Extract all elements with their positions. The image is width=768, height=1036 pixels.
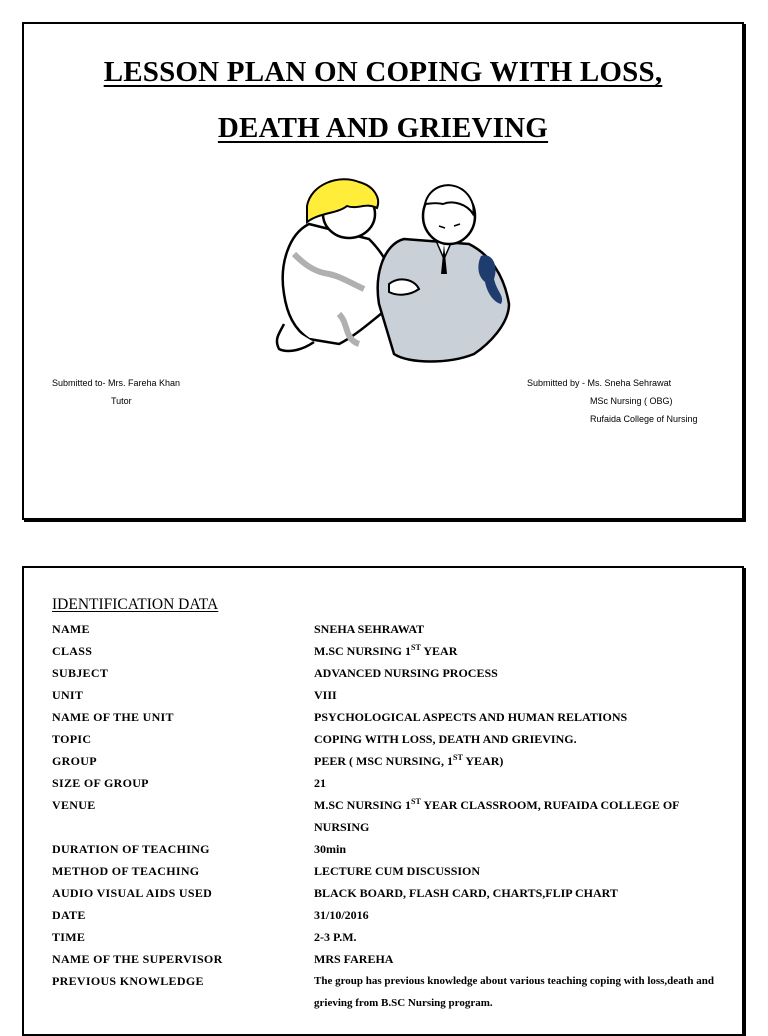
row-value-text-after: YEAR CLASSROOM, RUFAIDA COLLEGE OF NURSING [314, 798, 680, 834]
row-value [314, 794, 714, 838]
row-label: TIME [52, 930, 86, 944]
identification-heading: IDENTIFICATION DATA [52, 596, 219, 613]
row-label: TOPIC [52, 732, 92, 746]
row-value-text: ADVANCED NURSING PROCESS [314, 666, 498, 680]
row-label: CLASS [52, 644, 93, 658]
submitted-to-role: Tutor [111, 396, 132, 406]
row-value [314, 772, 714, 794]
row-value-text: 30min [314, 842, 347, 856]
row-value [314, 948, 714, 970]
submitted-by-college: Rufaida College of Nursing [590, 414, 698, 424]
row-label: METHOD OF TEACHING [52, 864, 200, 878]
row-value-text: LECTURE CUM DISCUSSION [314, 864, 481, 878]
row-value [314, 706, 714, 728]
row-value-text: M.SC NURSING 1 [314, 798, 412, 812]
row-value [314, 728, 714, 750]
submitted-to: Submitted to- Mrs. Fareha Khan [52, 378, 181, 388]
row-label: UNIT [52, 688, 84, 702]
row-value-text: PSYCHOLOGICAL ASPECTS AND HUMAN RELATIONS [314, 710, 628, 724]
cover-page [22, 22, 744, 520]
comforting-people-illustration [249, 164, 549, 374]
row-label: VENUE [52, 798, 96, 812]
row-value-text: VIII [314, 688, 337, 702]
row-value [314, 904, 714, 926]
row-value [314, 926, 714, 948]
row-label: DURATION OF TEACHING [52, 842, 210, 856]
row-value-text: 31/10/2016 [314, 908, 369, 922]
row-label: DATE [52, 908, 86, 922]
row-label: NAME [52, 622, 90, 636]
cover-title-line-2: DEATH AND GRIEVING [217, 112, 549, 144]
identification-page [22, 566, 744, 1036]
row-label: SIZE OF GROUP [52, 776, 149, 790]
row-value-text: M.SC NURSING 1 [314, 644, 412, 658]
row-value-text: PEER ( MSC NURSING, 1 [314, 754, 454, 768]
row-value [314, 618, 714, 640]
row-label: GROUP [52, 754, 97, 768]
row-value-text-after: YEAR [420, 644, 458, 658]
row-value [314, 750, 714, 772]
row-value-superscript: ST [411, 797, 421, 806]
row-value [314, 970, 714, 1014]
row-value [314, 640, 714, 662]
row-label: PREVIOUS KNOWLEDGE [52, 974, 204, 988]
submitted-by: Submitted by - Ms. Sneha Sehrawat [527, 378, 672, 388]
row-value [314, 662, 714, 684]
row-value [314, 882, 714, 904]
row-value [314, 684, 714, 706]
row-label: NAME OF THE UNIT [52, 710, 174, 724]
row-value-text-after: YEAR) [462, 754, 504, 768]
row-label: NAME OF THE SUPERVISOR [52, 952, 223, 966]
row-value-text: MRS FAREHA [314, 952, 394, 966]
row-value-text: 21 [314, 776, 326, 790]
row-value [314, 838, 714, 860]
row-value-text: SNEHA SEHRAWAT [314, 622, 425, 636]
submitted-by-course: MSc Nursing ( OBG) [590, 396, 673, 406]
row-value-text: 2-3 P.M. [314, 930, 357, 944]
row-label: AUDIO VISUAL AIDS USED [52, 886, 213, 900]
row-value-superscript: ST [453, 753, 463, 762]
row-label: SUBJECT [52, 666, 109, 680]
row-value [314, 860, 714, 882]
row-value-text: BLACK BOARD, FLASH CARD, CHARTS,FLIP CHART [314, 886, 618, 900]
row-value-superscript: ST [411, 643, 421, 652]
cover-title-line-1: LESSON PLAN ON COPING WITH LOSS, [103, 56, 663, 88]
row-value-text: COPING WITH LOSS, DEATH AND GRIEVING. [314, 732, 577, 746]
row-value-text: The group has previous knowledge about various teaching coping with loss,death and grieving from B.SC Nursing program. [314, 975, 714, 1009]
